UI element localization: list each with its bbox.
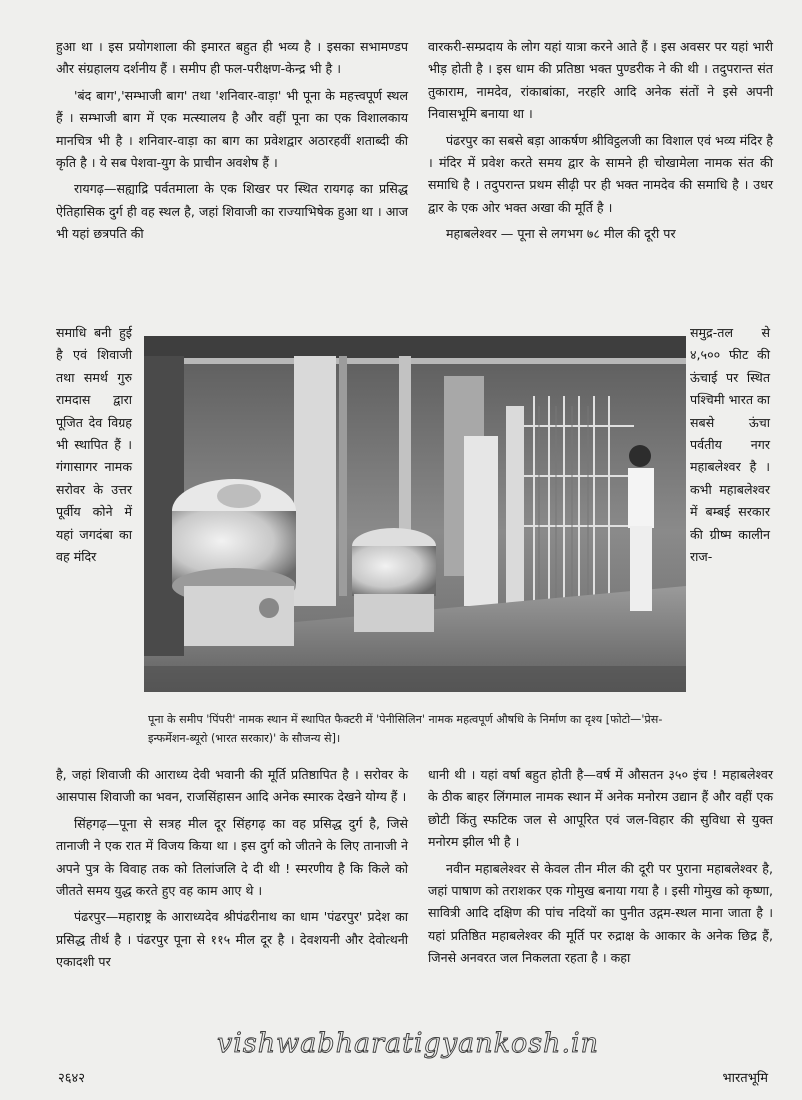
penicillin-factory-image xyxy=(144,336,686,692)
right-narrow-wrap xyxy=(690,322,770,568)
magazine-name: भारतभूमि xyxy=(722,1071,768,1086)
paragraph-mahabaleshwar: महाबलेश्वर — पूना से लगभग ७८ मील की दूरी पर xyxy=(446,226,676,242)
right-column-top xyxy=(428,36,773,250)
paragraph-jagdamba: है, जहां शिवाजी की आराध्य देवी भवानी की मूर्ति प्रतिष्ठापित है । सरोवर के आसपास शिवाजी का भवन, राजसिंहासन आदि अनेक स्मारक देखने योग्य हैं । xyxy=(56,767,408,805)
paragraph-poona-sites: 'बंद बाग','सम्भाजी बाग' तथा 'शनिवार-वाड़ा' भी पूना के महत्त्वपूर्ण स्थल हैं । सम्भाजी बाग में एक मत्स्यालय है और वहीं पूना का एक विशालकाय मानचित्र भी है । शनिवार-वाड़ा का बाग का प्रवेशद्वार अठारहवीं शताब्दी की कृति है । ये सब पेशवा-युग के प्राचीन अवशेष हैं । xyxy=(56,87,408,171)
paragraph-mahabaleshwar-continued: समुद्र-तल से ४,५०० फीट की ऊंचाई पर स्थित पश्चिमी भारत का सबसे ऊंचा पर्वतीय नगर महाबलेश्वर है । कभी महाबलेश्वर में बम्बई सरकार की ग्रीष्म कालीन राज- xyxy=(690,325,770,565)
paragraph-rainfall: धानी थी । यहां वर्षा बहुत होती है—वर्ष में औसतन ३५० इंच ! महाबलेश्वर के ठीक बाहर लिंगमाल नामक स्थान में अनेक मनोरम उद्यान हैं और वहीं एक छोटी किंतु स्फटिक जल से आपूरित एवं जल-विहार की सुविधा से युक्त मनोरम झील भी है । xyxy=(428,767,773,850)
page-number: २६४२ xyxy=(58,1071,86,1086)
paragraph-prayogshala: हुआ था । इस प्रयोगशाला की इमारत बहुत ही भव्य है । इसका सभामण्डप और संग्रहालय दर्शनीय हैं । समीप ही फल-परीक्षण-केन्द्र भी है । xyxy=(56,39,408,77)
paragraph-old-mahabaleshwar: नवीन महाबलेश्वर से केवल तीन मील की दूरी पर पुराना महाबलेश्वर है, जहां पाषाण को तराशकर एक गोमुख बनाया गया है । इसी गोमुख को कृष्णा, सावित्री आदि दक्षिण की पांच नदियों का पुनीत उद्गम-स्थल माना जाता है । यहां प्रतिष्ठित महाबलेश्वर की मूर्ति पर रुद्राक्ष के आकार के अनेक छिद्र हैं, जिनसे अनवरत जल निकलता रहता है । कहा xyxy=(428,860,773,966)
paragraph-sinhagad: सिंहगढ़—पूना से सत्रह मील दूर सिंहगढ़ का वह प्रसिद्ध दुर्ग है, जिसे तानाजी ने एक रात में विजय किया था । इस दुर्ग को जीतने के लिए तानाजी ने अपने पुत्र के विवाह तक को तिलांजलि दे दी थी ! स्मरणीय है कि किले को जीतते समय युद्ध करते हुए वह काम आए थे । xyxy=(56,815,408,899)
paragraph-warkari: वारकरी-सम्प्रदाय के लोग यहां यात्रा करने आते हैं । इस अवसर पर यहां भारी भीड़ होती है । इस धाम की प्रतिष्ठा भक्त पुण्डरीक ने की थी । तदुपरान्त संत तुकाराम, नामदेव, रांकाबांका, नरहरि आदि अनेक संतों ने इसे अपनी निवासभूमि बनाया था । xyxy=(428,39,773,122)
photo-caption: पूना के समीप 'पिंपरी' नामक स्थान में स्थापित फैक्टरी में 'पेनीसिलिन' नामक महत्वपूर्ण औषधि के निर्माण का दृश्य [फोटो—'प्रेस-इन्फर्मेशन-ब्यूरो (भारत सरकार)' के सौजन्य से]। xyxy=(148,713,663,745)
site-watermark: vishwabharatigyankosh.in xyxy=(216,1028,600,1059)
paragraph-vitthal-temple: पंढरपुर का सबसे बड़ा आकर्षण श्रीविट्ठलजी का विशाल एवं भव्य मंदिर है । मंदिर में प्रवेश करते समय द्वार के सामने ही चोखामेला नामक संत की समाधि है । तदुपरान्त प्रथम सीढ़ी पर ही भक्त नामदेव की समाधि है । उधर द्वार के एक ओर भक्त अखा की मूर्ति है । xyxy=(428,132,773,215)
paragraph-pandharpur: पंढरपुर—महाराष्ट्र के आराध्यदेव श्रीपंढरीनाथ का धाम 'पंढरपुर' प्रदेश का प्रसिद्ध तीर्थ है । पंढरपुर पूना से ११५ मील दूर है । देवशयनी और देवोत्थनी एकादशी पर xyxy=(56,909,408,970)
paragraph-raigad-continued: समाधि बनी हुई है एवं शिवाजी तथा समर्थ गुरु रामदास द्वारा पूजित देव विग्रह भी स्थापित हैं । गंगासागर नामक सरोवर के उत्तर पूर्वीय कोने में यहां जगदंबा का वह मंदिर xyxy=(56,325,132,565)
left-column-bottom xyxy=(56,764,408,978)
paragraph-raigad: रायगढ़—सह्याद्रि पर्वतमाला के एक शिखर पर स्थित रायगढ़ का प्रसिद्ध ऐतिहासिक दुर्ग ही वह स्थल है, जहां शिवाजी का राज्याभिषेक हुआ था । आज भी यहां छत्रपति की xyxy=(56,181,408,242)
factory-photo xyxy=(144,336,686,692)
right-column-bottom xyxy=(428,764,773,974)
left-narrow-wrap xyxy=(56,322,132,568)
left-column-top xyxy=(56,36,408,250)
